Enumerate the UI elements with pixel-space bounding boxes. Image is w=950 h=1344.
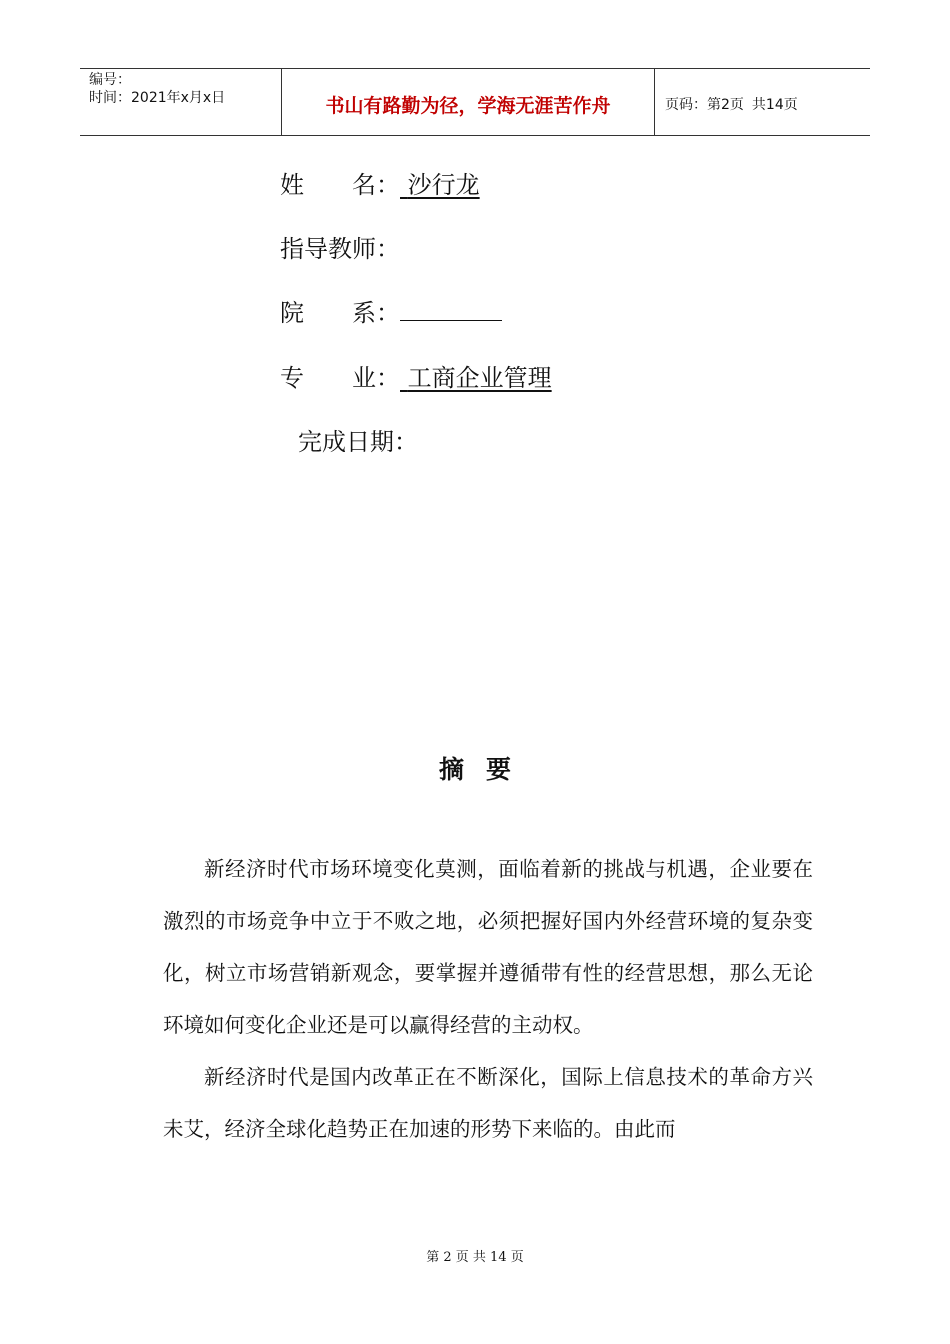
page-header	[80, 68, 870, 136]
name-label: 姓 名：	[280, 171, 400, 199]
name-value: 沙行龙	[407, 171, 480, 199]
code-label: 编号：	[89, 72, 131, 88]
advisor-label: 指导教师：	[280, 235, 400, 263]
major-label: 专 业：	[280, 364, 400, 392]
completion-date-field	[298, 427, 418, 457]
completion-date-label: 完成日期：	[298, 428, 418, 456]
abstract-body	[163, 843, 813, 1155]
name-field	[280, 170, 480, 200]
abstract-paragraph: 新经济时代是国内改革正在不断深化，国际上信息技术的革命方兴未艾，经济全球化趋势正在加速的形势下来临的。由此而	[163, 1065, 813, 1141]
abstract-title: 摘要	[438, 755, 533, 784]
header-meta	[80, 69, 282, 135]
page-number-label: 页码：第2页	[665, 97, 744, 113]
abstract-paragraph: 新经济时代市场环境变化莫测，面临着新的挑战与机遇，企业要在激烈的市场竞争中立于不败之地，必须把握好国内外经营环境的复杂变化，树立市场营销新观念，要掌握并遵循带有性的经营思想，那么无论环境如何变化企业还是可以赢得经营的主动权。	[163, 857, 813, 1037]
advisor-field	[280, 234, 400, 264]
header-motto: 书山有路勤为径，学海无涯苦作舟	[282, 69, 655, 135]
page-total-label: 共14页	[751, 97, 798, 113]
department-label: 院 系：	[280, 299, 400, 327]
department-blank-line	[400, 298, 502, 321]
major-field	[280, 363, 552, 393]
time-label: 时间：2021年x月x日	[89, 90, 226, 106]
major-value: 工商企业管理	[407, 364, 552, 392]
page-footer: 第 2 页 共 14 页	[426, 1250, 524, 1265]
department-field	[280, 298, 502, 328]
header-page-info	[655, 69, 870, 135]
